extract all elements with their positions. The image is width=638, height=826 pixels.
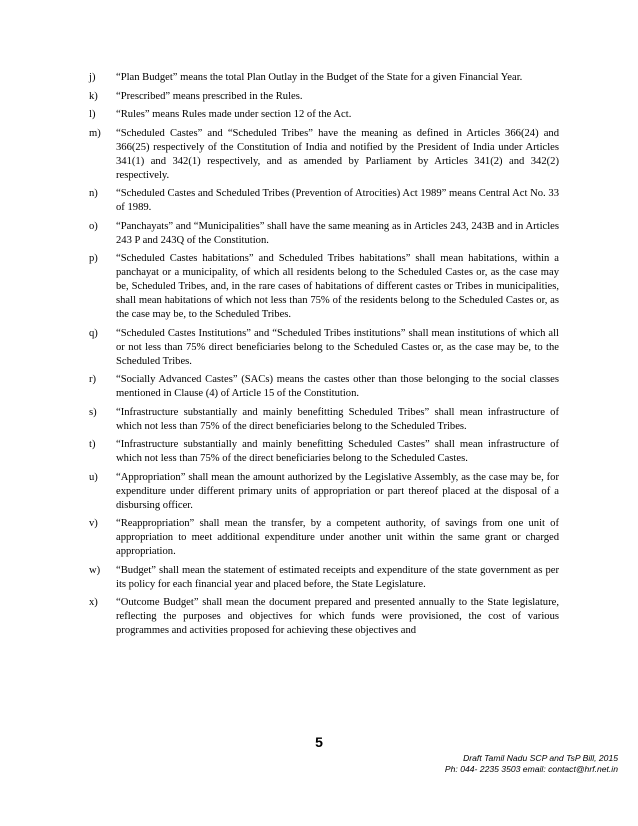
definition-letter: x) (89, 597, 98, 608)
definition-p (89, 252, 559, 322)
definition-t (89, 438, 559, 466)
definition-letter: k) (89, 90, 98, 102)
definition-n (89, 187, 559, 215)
definition-text: “Scheduled Castes habitations” and Scheduled Tribes habitations” shall mean habitations, within a panchayat or a municipality, of which all residents belong to the Scheduled Castes or, as the case may be, Scheduled Tribes, and, in the rare cases of habitations of different castes or Tribes in municipalities, shall mean habitations of which not less than 75% of the residents belong to the Scheduled Castes or, as the case may be, to the Scheduled Tribes. (116, 253, 559, 320)
definition-s (89, 406, 559, 434)
definition-text: “Scheduled Castes Institutions” and “Scheduled Tribes institutions” shall mean institutions of which all or not less than 75% direct beneficiaries belong to the Scheduled Castes or, as the case may be, to the Scheduled Tribes. (116, 327, 559, 367)
definition-text: “Rules” means Rules made under section 12 of the Act. (116, 109, 352, 120)
definition-text: “Reappropriation” shall mean the transfer, by a competent authority, of savings from one unit of appropriation to meet additional expenditure under another unit within the same grant or charged appropriation. (116, 518, 559, 557)
definition-letter: o) (89, 220, 98, 232)
definition-text: “Infrastructure substantially and mainly benefitting Scheduled Tribes” shall mean infrastructure of which not less than 75% of the direct beneficiaries belong to the Scheduled Tribes. (116, 406, 559, 432)
definition-letter: j) (89, 72, 96, 83)
definition-letter: q) (89, 327, 98, 339)
footer-contact: Ph: 044- 2235 3503 email: contact@hrf.net.in (444, 764, 618, 774)
definition-text: “Budget” shall mean the statement of estimated receipts and expenditure of the state government as per its policy for each financial year and placed before, the State Legislature. (116, 564, 559, 590)
definition-m (89, 127, 559, 183)
definition-o (89, 220, 559, 248)
footer-title: Draft Tamil Nadu SCP and TsP Bill, 2015 (463, 753, 618, 763)
definition-u (89, 471, 559, 513)
definition-text: “Socially Advanced Castes” (SACs) means the castes other than those belonging to the social classes mentioned in Clause (4) of Article 15 of the Constitution. (116, 374, 559, 399)
definition-text: “Plan Budget” means the total Plan Outlay in the Budget of the State for a given Financial Year. (116, 72, 523, 83)
definition-text: “Scheduled Castes and Scheduled Tribes (Prevention of Atrocities) Act 1989” means Central Act No. 33 of 1989. (116, 188, 559, 213)
definition-letter: p) (89, 253, 98, 264)
definition-w (89, 564, 559, 592)
definition-letter: s) (89, 406, 97, 418)
definition-letter: w) (89, 564, 101, 576)
definition-q (89, 327, 559, 369)
definition-letter: l) (89, 109, 96, 120)
definition-j (89, 71, 559, 85)
definition-letter: u) (89, 471, 98, 483)
definition-text: “Infrastructure substantially and mainly benefitting Scheduled Castes” shall mean infrastructure of which not less than 75% of the direct beneficiaries belong to the Scheduled Castes. (116, 439, 559, 464)
definition-v (89, 517, 559, 559)
definition-text: “Scheduled Castes” and “Scheduled Tribes” have the meaning as defined in Articles 366(24) and 366(25) respectively of the Constitution of India and notified by the President of India under Articles 341(1) and 342(1) respectively, and as amended by Parliament by Articles 341(2) and 342(2) respectively. (116, 127, 559, 181)
definition-letter: m) (89, 127, 101, 139)
definition-letter: r) (89, 374, 97, 385)
definition-letter: t) (89, 439, 96, 450)
definition-letter: v) (89, 518, 98, 529)
definition-letter: n) (89, 188, 98, 199)
page-footer (445, 753, 618, 775)
definition-r (89, 373, 559, 401)
definitions-list (89, 71, 559, 643)
page-number: 5 (315, 734, 323, 750)
definition-k (89, 90, 559, 104)
definition-text: “Panchayats” and “Municipalities” shall have the same meaning as in Articles 243, 243B and in Articles 243 P and 243Q of the Constitution. (116, 220, 559, 246)
definition-x (89, 596, 559, 638)
definition-text: “Appropriation” shall mean the amount authorized by the Legislative Assembly, as the case may be, for expenditure under different primary units of appropriation or part thereof placed at the disposal of a disbursing officer. (116, 471, 559, 511)
definition-text: “Prescribed” means prescribed in the Rules. (116, 90, 303, 102)
definition-text: “Outcome Budget” shall mean the document prepared and presented annually to the State legislature, reflecting the purposes and objectives for which funds were provisioned, the cost of various programmes and activities proposed for achieving these objectives and (116, 597, 559, 636)
definition-l (89, 108, 559, 122)
